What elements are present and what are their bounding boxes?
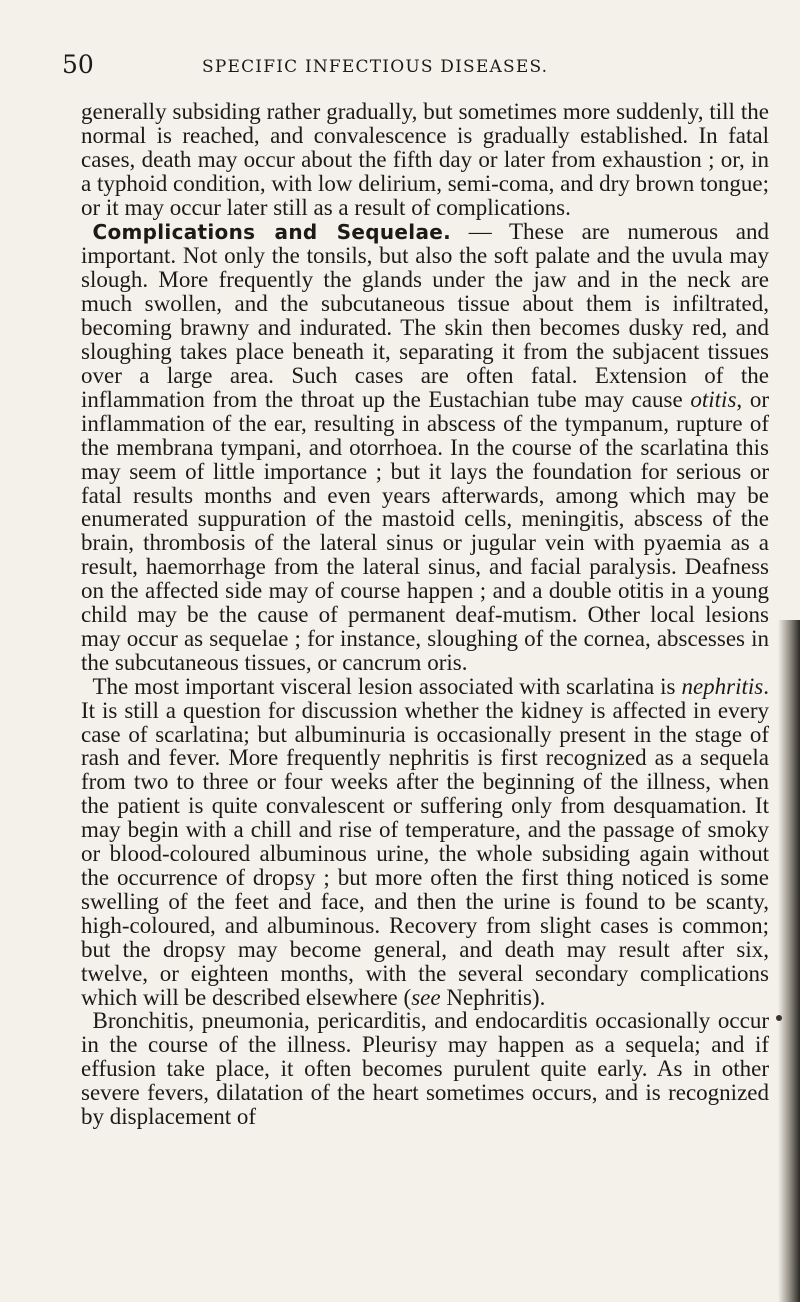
paragraph-3 (81, 675, 769, 1010)
page-edge-shadow (778, 620, 800, 1302)
paragraph-4 (81, 1009, 769, 1129)
running-head: SPECIFIC INFECTIOUS DISEASES. (202, 57, 549, 77)
paragraph-3-text-a: The most important visceral lesion associated with scarlatina is (92, 673, 682, 699)
section-heading: Complications and Sequelae. (92, 219, 452, 244)
paragraph-2-italic-term: otitis (690, 386, 737, 412)
paragraph-2-text-b: , or inflammation of the ear, resulting in abscess of the tympanum, rupture of the membrana tympani, and otorrhoea. In the course of the scarlatina this may seem of little importance ; but it lays the foundation for serious or fatal results months and even years afterwards, among which may be enumerated suppuration of the mastoid cells, meningitis, abscess of the brain, thrombosis of the lateral sinus or jugular vein with pyaemia as a result, haemorrhage from the lateral sinus, and facial paralysis. Deafness on the affected side may of course happen ; and a double otitis in a young child may be the cause of permanent deaf-mutism. Other local lesions may occur as sequelae ; for instance, sloughing of the cornea, abscesses in the subcutaneous tissues, or cancrum oris. (81, 386, 769, 675)
paragraph-3-text-b: . It is still a question for discussion whether the kidney is affected in every case of scarlatina; but albuminuria is occasionally present in the stage of rash and fever. More frequently nephritis is first recognized as a sequela from two to three or four weeks after the beginning of the illness, when the patient is quite convalescent or suffering only from desquamation. It may begin with a chill and rise of temperature, and the passage of smoky or blood-coloured albuminous urine, the whole subsiding again without the occurrence of dropsy ; but more often the first thing noticed is some swelling of the feet and face, and then the urine is found to be scanty, high-coloured, and albuminous. Recovery from slight cases is common; but the dropsy may become general, and death may result after six, twelve, or eighteen months, with the several secondary complications which will be described elsewhere ( (81, 673, 769, 1010)
paragraph-3-italic-term: nephritis (681, 673, 764, 699)
body-text (81, 100, 769, 1129)
paragraph-1: generally subsiding rather gradually, but sometimes more suddenly, till the normal is reached, and convalescence is gradually established. In fatal cases, death may occur about the fifth day or later from exhaustion ; or, in a typhoid condition, with low delirium, semi-coma, and dry brown tongue; or it may occur later still as a result of complications. (81, 99, 769, 220)
paragraph-2 (81, 220, 769, 675)
paragraph-2-text-a: — These are numerous and important. Not only the tonsils, but also the soft palate and the uvula may slough. More frequently the glands under the jaw and in the neck are much swollen, and the subcutaneous tissue about them is infiltrated, becoming brawny and indurated. The skin then becomes dusky red, and sloughing takes place beneath it, separating it from the subjacent tissues over a large area. Such cases are often fatal. Extension of the inflammation from the throat up the Eustachian tube may cause (81, 218, 769, 412)
page-edge-mark (776, 1015, 782, 1021)
paragraph-4-text: Bronchitis, pneumonia, pericarditis, and endocarditis occasionally occur in the course of the illness. Pleurisy may happen as a sequela; and if effusion take place, it often becomes purulent quite early. As in other severe fevers, dilatation of the heart sometimes occurs, and is recognized by displacement of (81, 1008, 769, 1130)
page-number: 50 (62, 50, 94, 79)
page-header (62, 50, 762, 82)
paragraph-3-italic-see: see (411, 984, 441, 1010)
paragraph-3-text-c: Nephritis). (440, 984, 546, 1010)
